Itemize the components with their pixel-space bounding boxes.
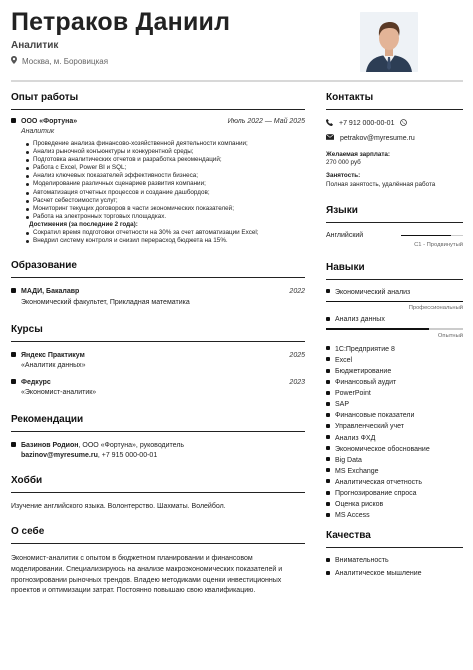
left-column <box>11 92 305 597</box>
education-title: Образование <box>11 260 305 278</box>
candidate-photo <box>360 12 418 72</box>
bullet-square-icon <box>326 402 330 406</box>
list-item: Мониторинг текущих договоров в части экономических показателей; <box>33 205 305 213</box>
hobby-section <box>11 475 305 510</box>
education-section <box>11 260 305 306</box>
skill-level: Профессиональный <box>408 305 463 312</box>
list-item <box>326 435 463 442</box>
skill-list <box>326 346 463 519</box>
list-item <box>326 346 463 353</box>
list-item <box>326 512 463 519</box>
achievements-list <box>11 229 305 245</box>
list-item-label: Анализ ФХД <box>335 434 376 442</box>
list-item <box>326 501 463 508</box>
list-item <box>326 468 463 475</box>
language-level-bar <box>401 235 463 237</box>
bullet-square-icon <box>326 346 330 350</box>
list-item-label: Прогнозирование спроса <box>335 490 417 498</box>
list-item <box>326 401 463 408</box>
header-divider <box>11 80 463 82</box>
courses-title: Курсы <box>11 324 305 342</box>
recommender-contacts: bazinov@myresume.ru, +7 915 000-00-01 <box>21 452 158 460</box>
list-item-label: Аналитическая отчетность <box>335 478 422 486</box>
experience-section <box>11 92 305 245</box>
list-item <box>326 357 463 364</box>
courses-section <box>11 324 305 396</box>
list-item: Сократил время подготовки отчетности на 30% за счет автоматизации Excel; <box>33 229 305 237</box>
skill-level-bar <box>326 328 463 330</box>
bullet-square-icon <box>326 317 330 321</box>
list-item <box>326 379 463 386</box>
bullet-square-icon <box>11 352 16 357</box>
list-item-label: MS Access <box>335 512 370 520</box>
list-item-label: Финансовые показатели <box>335 412 415 420</box>
languages-title: Языки <box>326 205 463 223</box>
education-details: Экономический факультет, Прикладная математика <box>21 299 190 307</box>
rated-skill <box>326 316 463 339</box>
bullet-square-icon <box>11 442 16 447</box>
bullet-square-icon <box>326 380 330 384</box>
course-desc: «Аналитик данных» <box>21 362 86 370</box>
list-item-label: Внимательность <box>335 557 389 565</box>
list-item-label: Аналитическое мышление <box>335 570 422 578</box>
email-row <box>326 134 463 142</box>
phone-icon <box>326 119 333 128</box>
list-item: Работа на электронных торговых площадках. <box>33 213 305 221</box>
bullet-square-icon <box>326 502 330 506</box>
bullet-square-icon <box>326 468 330 472</box>
language-name: Английский <box>326 231 364 239</box>
education-year: 2022 <box>289 288 305 296</box>
skills-section <box>326 262 463 519</box>
list-item: Анализ ключевых показателей эффективности бизнеса; <box>33 172 305 180</box>
rated-skill <box>326 289 463 312</box>
bullet-square-icon <box>326 479 330 483</box>
recommender: Базинов Родион, ООО «Фортуна», руководитель <box>11 442 305 449</box>
list-item-label: PowerPoint <box>335 390 371 398</box>
hobby-title: Хобби <box>11 475 305 493</box>
list-item <box>326 557 463 564</box>
list-item: Расчет себестоимости услуг; <box>33 197 305 205</box>
languages-section <box>326 205 463 248</box>
about-title: О себе <box>11 526 305 544</box>
contacts-title: Контакты <box>326 92 463 110</box>
list-item: Анализ рыночной конъюнктуры и конкурентной среды; <box>33 148 305 156</box>
list-item-label: 1С:Предприятие 8 <box>335 345 395 353</box>
list-item: Автоматизация отчетных процессов и создание дашбордов; <box>33 189 305 197</box>
skill-level-bar <box>326 301 463 303</box>
position-title: Аналитик <box>21 128 55 135</box>
language-level: С1 - Продвинутый <box>414 241 463 248</box>
qualities-section <box>326 530 463 577</box>
list-item <box>326 479 463 486</box>
bullet-square-icon <box>326 289 330 293</box>
experience-dates: Июль 2022 — Май 2025 <box>227 118 305 125</box>
bullet-square-icon <box>326 457 330 461</box>
right-column <box>326 92 463 577</box>
location-pin-icon <box>11 56 17 66</box>
phone-number[interactable]: +7 912 000-00-01 <box>339 120 395 127</box>
bullet-square-icon <box>326 435 330 439</box>
list-item-label: Финансовый аудит <box>335 379 397 387</box>
list-item-label: Excel <box>335 356 353 364</box>
email-icon <box>326 134 334 142</box>
list-item-label: SAP <box>335 401 350 409</box>
list-item-label: MS Exchange <box>335 467 379 475</box>
achievements-title: Достижения (за последние 2 года): <box>29 220 138 228</box>
list-item <box>326 368 463 375</box>
bullet-square-icon <box>326 571 330 575</box>
bullet-square-icon <box>326 424 330 428</box>
salary-value: 270 000 руб <box>326 159 361 167</box>
list-item: Подготовка аналитических отчетов и разработка рекомендаций; <box>33 156 305 164</box>
candidate-role: Аналитик <box>11 40 59 51</box>
salary-label: Желаемая зарплата: <box>326 151 390 158</box>
bullet-square-icon <box>326 413 330 417</box>
recommendations-title: Рекомендации <box>11 414 305 432</box>
bullet-square-icon <box>326 491 330 495</box>
bullet-square-icon <box>326 513 330 517</box>
list-item <box>326 390 463 397</box>
list-item <box>326 570 463 577</box>
list-item-label: Экономическое обоснование <box>335 445 430 453</box>
list-item: Моделирование различных сценариев развития компании; <box>33 180 305 188</box>
recommendations-section <box>11 414 305 459</box>
employment-label: Занятость: <box>326 172 361 180</box>
candidate-name: Петраков Даниил <box>11 8 231 36</box>
course-desc: «Экономист-аналитик» <box>21 389 97 397</box>
bullet-square-icon <box>326 558 330 562</box>
phone-row <box>326 119 463 128</box>
bullet-square-icon <box>326 446 330 450</box>
experience-title: Опыт работы <box>11 92 305 110</box>
bullet-square-icon <box>326 357 330 361</box>
hobby-text: Изучение английского языка. Волонтерство. Шахматы. Волейбол. <box>11 503 226 511</box>
list-item-label: Оценка рисков <box>335 501 384 509</box>
skill-level: Опытный <box>437 332 463 339</box>
qualities-title: Качества <box>326 530 463 548</box>
contacts-section <box>326 92 463 189</box>
list-item: Внедрил систему контроля и снизил перерасход бюджета на 15%. <box>33 237 305 245</box>
list-item <box>326 490 463 497</box>
bullet-square-icon <box>326 391 330 395</box>
school-name: МАДИ, Бакалавр <box>11 288 79 295</box>
course-name: Федкурс <box>11 379 51 386</box>
company-name: ООО «Фортуна» <box>11 118 77 125</box>
bullet-square-icon <box>11 118 16 123</box>
skills-title: Навыки <box>326 262 463 280</box>
skill-name: Экономический анализ <box>335 288 411 296</box>
bullet-square-icon <box>326 369 330 373</box>
bullet-square-icon <box>11 379 16 384</box>
list-item: Работа с Excel, Power BI и SQL; <box>33 164 305 172</box>
list-item-label: Бюджетирование <box>335 368 392 375</box>
duties-list <box>11 140 305 221</box>
bullet-square-icon <box>11 288 16 293</box>
about-section <box>11 526 305 596</box>
list-item-label: Big Data <box>335 456 362 464</box>
list-item-label: Управленческий учет <box>335 423 404 431</box>
email-address[interactable]: petrakov@myresume.ru <box>340 134 415 142</box>
whatsapp-icon <box>400 119 407 128</box>
employment-value: Полная занятость, удалённая работа <box>326 180 436 188</box>
list-item <box>326 457 463 464</box>
list-item: Проведение анализа финансово-хозяйственной деятельности компании; <box>33 140 305 148</box>
skill-name: Анализ данных <box>335 316 385 324</box>
quality-list <box>326 557 463 577</box>
course-year: 2023 <box>289 379 305 387</box>
language-row <box>326 232 463 239</box>
course-name: Яндекс Практикум <box>11 352 85 359</box>
list-item <box>326 446 463 453</box>
list-item <box>326 423 463 430</box>
about-text: Экономист-аналитик с опытом в бюджетном планировании и финансовом моделировании. Специализируюсь на анализе макроэкономических показателей и прогнозировании рыночных трендов. Владею методиками оценки инвестиционных проектов и оптимизации затрат. Постоянно повышаю свою квалификацию. <box>11 555 283 595</box>
recommender-email[interactable]: bazinov@myresume.ru <box>21 452 98 460</box>
location-text: Москва, м. Боровицкая <box>22 56 109 66</box>
list-item <box>326 412 463 419</box>
location <box>11 56 108 66</box>
course-year: 2025 <box>289 352 305 360</box>
